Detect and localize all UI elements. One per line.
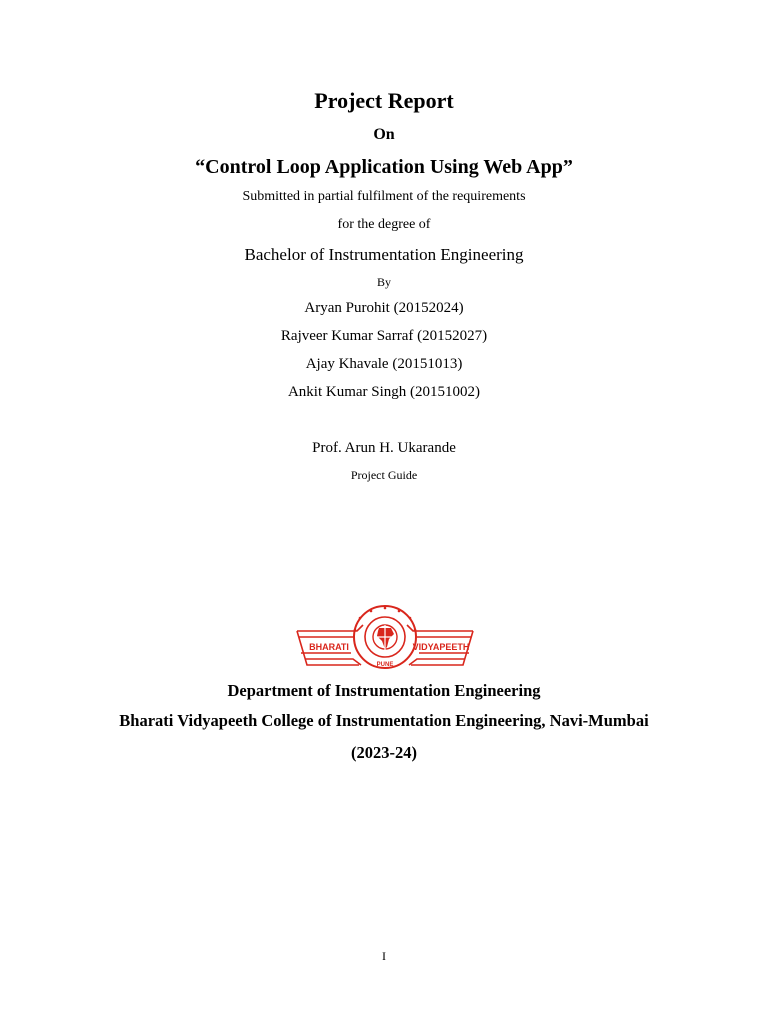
report-title: Project Report [314,88,454,113]
logo-text-right: VIDYAPEETH [412,642,470,652]
bharati-vidyapeeth-logo [293,603,477,671]
on-label: On [373,126,395,143]
project-title: “Control Loop Application Using Web App” [195,156,573,178]
logo-text-bottom: PUNE [376,662,394,668]
logo-text-left: BHARATI [309,642,349,652]
department-name: Department of Instrumentation Engineering [227,681,541,700]
author-2: Rajveer Kumar Sarraf (20152027) [280,328,488,344]
college-name: Bharati Vidyapeeth College of Instrumentation Engineering, Navi-Mumbai [119,711,649,730]
guide-name: Prof. Arun H. Ukarande [312,440,456,456]
submission-line-1: Submitted in partial fulfilment of the requirements [242,189,526,204]
guide-role: Project Guide [350,468,418,482]
degree-name: Bachelor of Instrumentation Engineering [244,245,524,264]
author-1: Aryan Purohit (20152024) [304,300,464,316]
submission-line-2: for the degree of [337,217,431,232]
author-4: Ankit Kumar Singh (20151002) [287,384,481,400]
author-3: Ajay Khavale (20151013) [305,356,463,372]
page-number: I [382,949,386,963]
academic-year: (2023-24) [351,743,417,762]
by-label: By [376,275,391,289]
